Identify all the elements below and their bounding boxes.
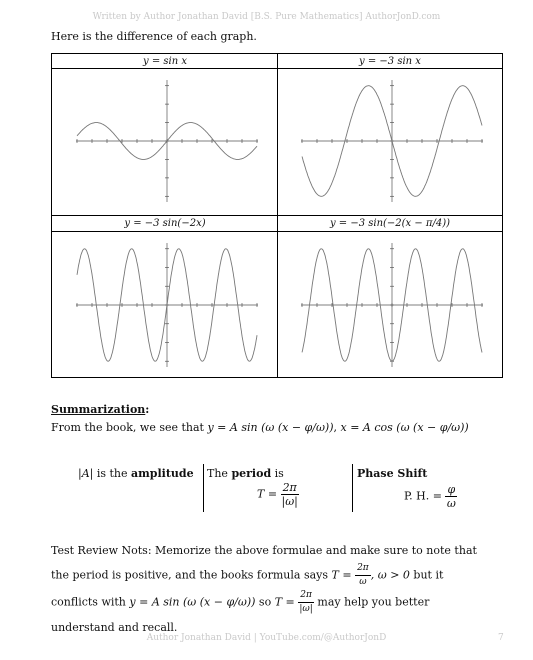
summary-line	[51, 421, 469, 434]
notes-t-num: 2π	[355, 562, 371, 576]
summary-intro: From the book, we see that	[51, 421, 208, 434]
summary-title-colon: :	[145, 403, 150, 416]
notes-formula: y = A sin (ω (x − φ/ω))	[129, 595, 256, 609]
period-num: 2π	[282, 481, 297, 494]
column-separator-1	[203, 464, 204, 512]
phase-column	[357, 467, 427, 480]
graph-sin-x	[72, 76, 262, 206]
graph-neg3-sin-neg2x	[72, 239, 262, 371]
test-review-notes: Test Review Nots: Memorize the above formulae and make sure to note that the period is positive, and the books formula says T = $\frac{2\pi}{\omega}$ , ω > 0 but it conflicts with y = A sin (ω (x − φ/ω)) so T = $\frac{2\pi}{|\omega|}$ may help you better understand and recall.	[51, 544, 477, 634]
period-word: period	[231, 467, 272, 480]
formula-separator: ,	[333, 421, 341, 434]
graph-label-1: y = sin x	[52, 54, 278, 69]
intro-text: Here is the difference of each graph.	[51, 30, 257, 43]
amplitude-word: amplitude	[131, 467, 194, 480]
graph-neg3-sin-x	[297, 76, 487, 206]
page-footer: Author Jonathan David | YouTube.com/@AuthorJonD	[146, 633, 387, 643]
notes-part-1: Test Review Nots: Memorize the above formulae and make sure to note that the period is positive, and the books formula says	[51, 544, 477, 582]
phase-title: Phase Shift	[357, 467, 428, 480]
period-den: |ω|	[281, 495, 298, 508]
notes-t-eq: T =	[331, 568, 356, 582]
phase-den: ω	[446, 497, 456, 510]
table-divider	[277, 54, 278, 377]
notes-part-4: may help you better understand and recall.	[51, 595, 430, 634]
period-formula	[257, 481, 299, 508]
notes-part-3: so	[255, 595, 275, 609]
summary-title	[51, 403, 149, 416]
phase-formula	[404, 483, 457, 510]
graph-label-2: y = −3 sin x	[278, 54, 502, 69]
notes-fraction-2	[298, 589, 314, 616]
graph-table	[51, 53, 503, 378]
notes-t2-den: |ω|	[299, 604, 313, 614]
notes-t2-num: 2π	[298, 589, 314, 603]
amplitude-is: is the	[93, 467, 132, 480]
period-column	[207, 467, 284, 480]
summary-title-text: Summarization	[51, 403, 146, 416]
formula-cos: x = A cos (ω (x − φ/ω))	[340, 421, 469, 434]
column-separator-2	[352, 464, 353, 512]
phase-lhs: P. H. =	[404, 489, 442, 503]
formula-sin: y = A sin (ω (x − φ/ω))	[207, 421, 334, 434]
notes-condition: , ω > 0	[370, 568, 410, 582]
amplitude-symbol: |A|	[78, 467, 94, 480]
period-fraction	[281, 481, 299, 508]
page-number: 7	[498, 633, 504, 643]
page-header: Written by Author Jonathan David [B.S. Pure Mathematics] AuthorJonD.com	[92, 12, 441, 22]
phase-num: φ	[447, 483, 456, 496]
notes-part-2: but it conflicts with	[51, 568, 444, 609]
period-the: The	[207, 467, 232, 480]
period-lhs: T =	[257, 487, 278, 501]
period-is: is	[271, 467, 284, 480]
graph-label-4: y = −3 sin(−2(x − π/4))	[278, 215, 502, 232]
phase-fraction	[445, 483, 457, 510]
graph-label-3: y = −3 sin(−2x)	[52, 215, 278, 232]
graph-neg3-sin-neg2-shift	[297, 239, 487, 371]
notes-t-den: ω	[359, 577, 367, 587]
notes-fraction-1	[355, 562, 371, 589]
amplitude-column	[78, 467, 194, 480]
